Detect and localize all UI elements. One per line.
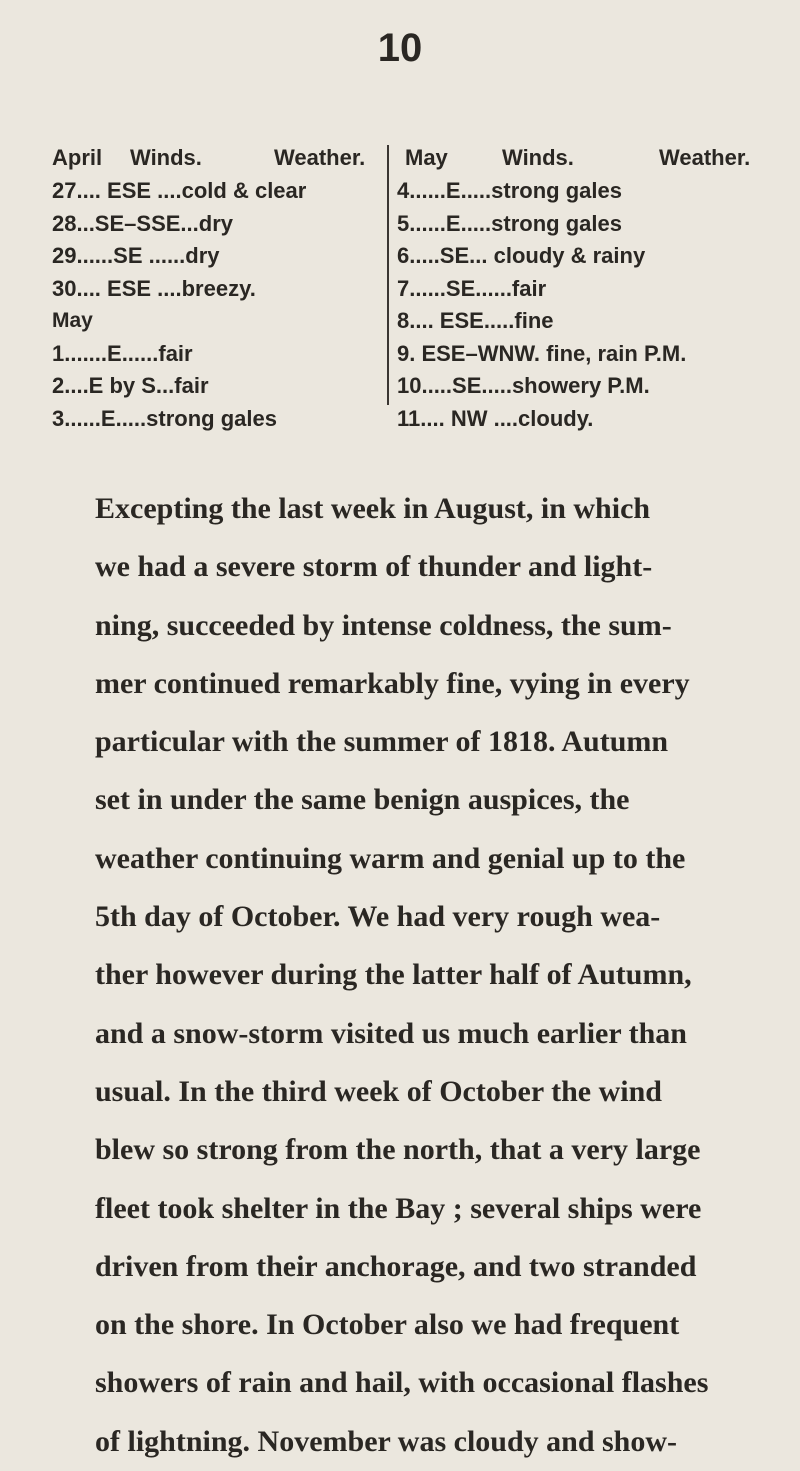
table-row: 8.... ESE.....fine [397, 308, 554, 333]
text-line: 5th day of October. We had very rough wea- [95, 900, 661, 934]
header-winds: Winds. [130, 145, 202, 170]
table-row: 4......E.....strong gales [397, 178, 622, 203]
text-line: we had a severe storm of thunder and light- [95, 550, 653, 584]
text-line: mer continued remarkably fine, vying in every [95, 666, 690, 700]
month-label: May [52, 309, 93, 332]
text-line: blew so strong from the north, that a very large [95, 1133, 701, 1167]
text-line: set in under the same benign auspices, the [95, 783, 630, 817]
table-row: 7......SE......fair [397, 275, 547, 301]
table-row: 1.......E......fair [52, 340, 193, 366]
weather-table-right [387, 145, 787, 431]
table-row: 2....E by S...fair [52, 373, 209, 398]
text-line: on the shore. In October also we had frequent [95, 1308, 680, 1342]
text-line: ther however during the latter half of Autumn, [95, 958, 692, 992]
table-header-left [52, 145, 384, 175]
text-line: usual. In the third week of October the wind [95, 1074, 662, 1108]
header-month: May [405, 145, 448, 170]
table-row: 30.... ESE ....breezy. [52, 275, 256, 301]
text-line: and a snow-storm visited us much earlier than [95, 1016, 687, 1050]
header-winds: Winds. [502, 145, 574, 170]
header-weather: Weather. [659, 145, 751, 170]
table-row: 29......SE ......dry [52, 243, 220, 268]
text-line: weather continuing warm and genial up to the [95, 841, 686, 875]
text-line: Excepting the last week in August, in which [95, 492, 651, 525]
text-line: particular with the summer of 1818. Autumn [95, 725, 669, 759]
text-line: ning, succeeded by intense coldness, the sum- [95, 608, 672, 642]
header-weather: Weather. [274, 145, 366, 170]
weather-table-left [52, 145, 384, 435]
table-row: 27.... ESE ....cold & clear [52, 178, 307, 203]
table-row: 6.....SE... cloudy & rainy [397, 243, 646, 268]
text-line: showers of rain and hail, with occasional flashes [95, 1366, 709, 1400]
table-header-right [397, 145, 787, 175]
table-row: 9. ESE–WNW. fine, rain P.M. [397, 340, 687, 366]
table-row: 10.....SE.....showery P.M. [397, 373, 650, 398]
text-line: fleet took shelter in the Bay ; several ships were [95, 1191, 702, 1225]
page-number: 10 [377, 26, 423, 70]
body-paragraph [95, 480, 785, 1471]
header-month: April [52, 145, 103, 170]
text-line: driven from their anchorage, and two stranded [95, 1249, 697, 1283]
text-line: of lightning. November was cloudy and show- [95, 1424, 678, 1458]
table-row: 28...SE–SSE...dry [52, 210, 233, 236]
table-row: 11.... NW ....cloudy. [397, 405, 594, 431]
table-row: 3......E.....strong gales [52, 405, 277, 431]
table-row: 5......E.....strong gales [397, 210, 622, 236]
